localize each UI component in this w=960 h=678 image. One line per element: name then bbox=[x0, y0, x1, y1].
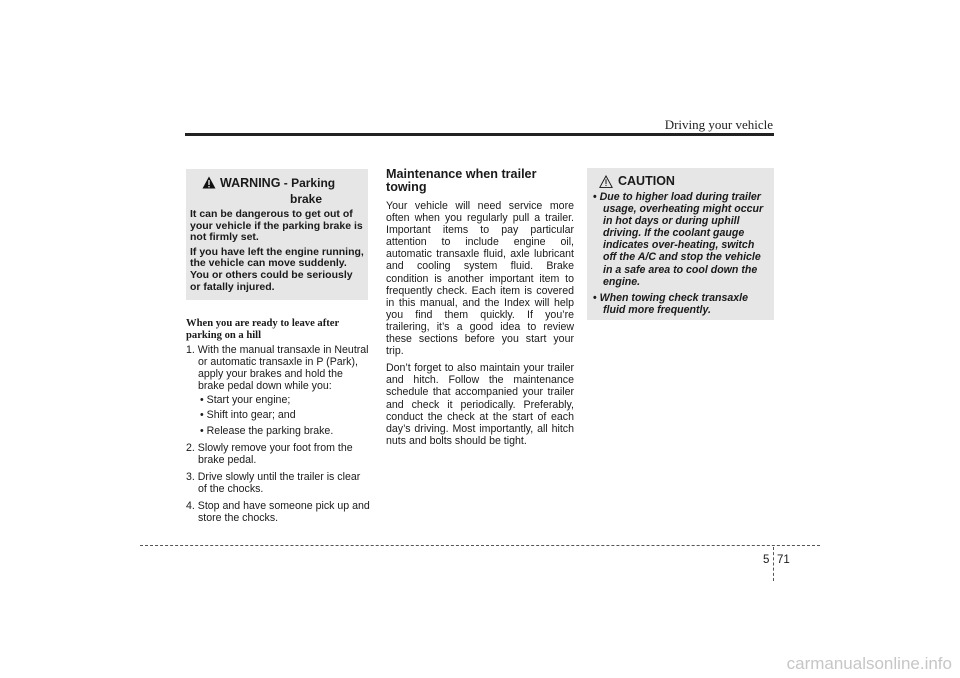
chapter-number: 5 bbox=[763, 554, 770, 566]
warning-header bbox=[190, 174, 364, 192]
caution-item: • When towing check transaxle fluid more frequently. bbox=[593, 292, 769, 316]
hill-bullet: • Shift into gear; and bbox=[200, 409, 372, 421]
warning-subtitle-line2: brake bbox=[289, 192, 323, 206]
warning-paragraph: It can be dangerous to get out of your vehicle if the parking brake is not firmly set. bbox=[190, 208, 363, 244]
hill-step-4: 4. Stop and have someone pick up and store the chocks. bbox=[186, 500, 370, 525]
caution-item: • Due to higher load during trailer usage, overheating might occur in hot days or during uphill driving. If the coolant gauge indicates over-heating, switch off the A/C and stop the vehicle in a safe area to cool down the engine. bbox=[593, 191, 769, 288]
maintenance-section bbox=[386, 168, 574, 452]
warning-paragraph: If you have left the engine running, the vehicle can move suddenly. You or others could be seriously or fatally injured. bbox=[190, 245, 364, 293]
page-number: 71 bbox=[777, 554, 790, 566]
hill-heading: When you are ready to leave after parking on a hill bbox=[186, 318, 339, 341]
warning-box bbox=[186, 169, 368, 300]
header-rule bbox=[185, 133, 774, 136]
hill-bullet-list bbox=[186, 394, 372, 436]
caution-label: CAUTION bbox=[618, 174, 675, 188]
hill-step-1: 1. With the manual transaxle in Neutral or automatic transaxle in P (Park), apply your brakes and hold the brake pedal down while you: bbox=[186, 344, 369, 393]
caution-list bbox=[593, 191, 769, 316]
footer-rule bbox=[140, 545, 820, 546]
caution-header bbox=[593, 174, 769, 188]
hill-step-2: 2. Slowly remove your foot from the brake pedal. bbox=[186, 441, 353, 466]
footer-divider bbox=[773, 547, 774, 581]
section-title: Driving your vehicle bbox=[664, 117, 773, 132]
maintenance-heading: Maintenance when trailer towing bbox=[386, 167, 537, 194]
maintenance-paragraph: Don’t forget to also maintain your trailer and hitch. Follow the maintenance schedule that accompanied your trailer and check it periodically. Preferably, conduct the check at the start of each day’s driving. Most importantly, all hitch nuts and bolts should be tight. bbox=[386, 362, 574, 447]
watermark: carmanualsonline.info bbox=[786, 654, 952, 673]
caution-triangle-icon bbox=[599, 175, 613, 188]
warning-label: WARNING bbox=[220, 176, 281, 190]
warning-subtitle: - Parking bbox=[280, 176, 336, 190]
maintenance-paragraph: Your vehicle will need service more often when you regularly pull a trailer. Important items to pay particular attention to include engine oil, automatic transaxle fluid, axle lubricant and cooling system fluid. Brake condition is another important item to frequently check. Each item is covered in this manual, and the Index will help you find them quickly. If you’re trailering, it’s a good idea to review these sections before you start your trip. bbox=[386, 200, 574, 358]
hill-parking-section bbox=[186, 318, 372, 529]
caution-box bbox=[587, 168, 774, 320]
warning-triangle-icon bbox=[202, 176, 216, 189]
hill-step-3: 3. Drive slowly until the trailer is clear of the chocks. bbox=[186, 470, 361, 495]
hill-bullet: • Release the parking brake. bbox=[200, 425, 372, 437]
hill-bullet: • Start your engine; bbox=[200, 394, 372, 406]
